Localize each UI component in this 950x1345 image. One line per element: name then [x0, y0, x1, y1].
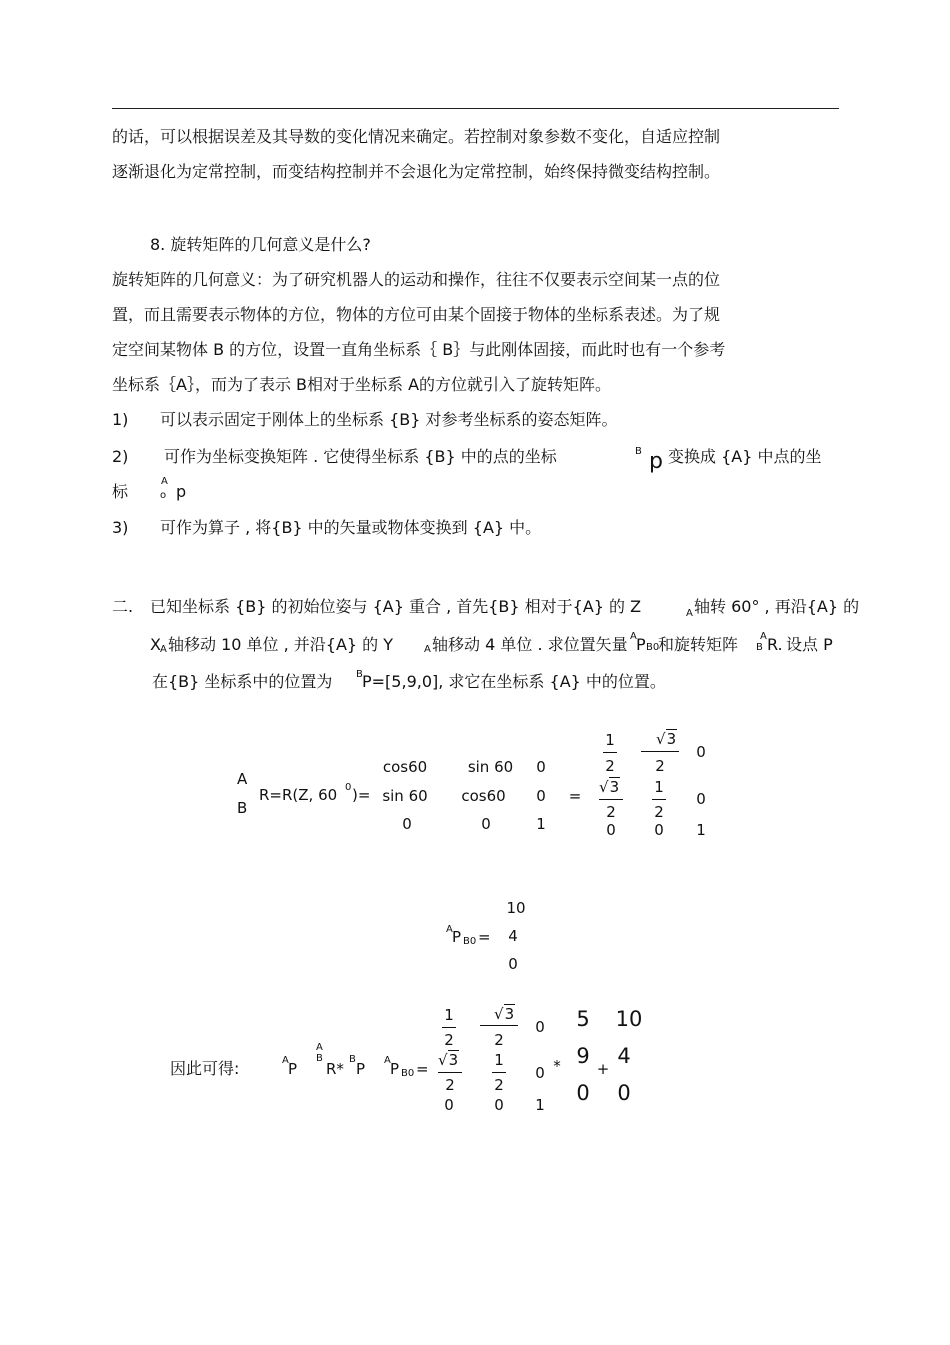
sqrt-three: √3	[599, 778, 620, 796]
matrix-cell: 1	[696, 821, 706, 839]
q8-paragraph-line-1: 旋转矩阵的几何意义：为了研究机器人的运动和操作，往往不仅要表示空间某一点的位	[112, 270, 721, 289]
eq3-plus: +	[596, 1060, 610, 1078]
eq3-label: 因此可得:	[170, 1059, 240, 1078]
fraction-bar	[599, 799, 623, 800]
eq3-p3: P	[390, 1060, 400, 1078]
eq3-sub-b0: B0	[401, 1068, 415, 1079]
matrix-cell: 0	[536, 758, 546, 776]
matrix-cell: 0	[536, 787, 546, 805]
problem-line-2-x: X	[150, 635, 161, 654]
eq3-sup-a3: A	[384, 1055, 391, 1066]
fraction-numerator: 1	[444, 1006, 454, 1024]
problem-line-2-sub-b0: B0	[646, 642, 660, 653]
problem-line-2-sup-a2: A	[760, 631, 767, 642]
eq3-p: P	[288, 1060, 298, 1078]
eq2-p: P	[452, 928, 462, 946]
fraction-numerator: 1	[654, 778, 664, 796]
vector-cell: 4	[617, 1044, 631, 1068]
eq1-equals: =	[568, 787, 582, 805]
minus-sign	[641, 751, 679, 752]
q8-paragraph-line-2: 置，而且需要表示物体的方位，物体的方位可由某个固接于物体的坐标系表述。为了规	[112, 305, 721, 324]
list-item-2-sup-b: B	[635, 446, 642, 457]
problem-line-2-r: R.	[767, 635, 783, 654]
eq3-sup-a2: A	[316, 1042, 323, 1053]
fraction-bar	[492, 1072, 506, 1073]
fraction-denominator: 2	[606, 803, 616, 821]
problem-line-3a: 在{B} 坐标系中的位置为	[152, 672, 333, 691]
problem-line-2b: 轴移动 4 单位 . 求位置矢量	[432, 635, 628, 654]
problem-number: 二.	[112, 597, 134, 616]
q8-paragraph-line-4: 坐标系｛A｝，而为了表示 B相对于坐标系 A的方位就引入了旋转矩阵。	[112, 375, 612, 394]
problem-line-2d: 设点 P	[786, 635, 833, 654]
problem-line-2-sub-a: A	[160, 644, 167, 655]
vector-cell: 10	[615, 1007, 643, 1031]
matrix-cell: 0	[481, 815, 491, 833]
problem-line-2-sub-b: B	[756, 642, 763, 653]
list-item-2-text-a: 可作为坐标变换矩阵 . 它使得坐标系 {B} 中的点的坐标	[164, 447, 557, 466]
matrix-cell: 0	[696, 743, 706, 761]
fraction-denominator: 2	[655, 757, 665, 775]
matrix-cell: 0	[606, 821, 616, 839]
list-item-3-text: 可作为算子 , 将{B} 中的矢量或物体变换到 {A} 中。	[160, 518, 542, 537]
problem-line-2-sub-a2: A	[424, 644, 431, 655]
fraction-numerator: 1	[605, 731, 615, 749]
sqrt-three: √3	[494, 1005, 515, 1023]
matrix-cell: 1	[536, 815, 546, 833]
header-rule	[112, 108, 839, 109]
eq3-equals: =	[416, 1060, 429, 1078]
list-item-2-continuation: 标	[112, 482, 129, 501]
eq1-lhs-expression: R=R(Z, 60	[259, 786, 338, 804]
fraction-numerator: 1	[494, 1051, 504, 1069]
list-item-2-text-b: 变换成 {A} 中点的坐	[668, 447, 822, 466]
problem-line-3b: P=[5,9,0], 求它在坐标系 {A} 中的位置。	[362, 672, 666, 691]
problem-line-1b: 轴转 60° , 再沿{A} 的	[694, 597, 860, 616]
problem-line-1-sub-a: A	[686, 608, 693, 619]
problem-line-2a: 轴移动 10 单位 , 并沿{A} 的 Y	[168, 635, 394, 654]
vector-cell: 9	[576, 1044, 590, 1068]
vector-cell: 10	[506, 899, 526, 917]
matrix-cell: 0	[654, 821, 664, 839]
matrix-cell: 0	[444, 1096, 454, 1114]
matrix-cell: sin 60	[467, 758, 514, 776]
vector-cell: 0	[617, 1081, 631, 1105]
matrix-cell: 0	[696, 790, 706, 808]
q8-paragraph-line-3: 定空间某物体 B 的方位，设置一直角坐标系｛ B｝与此刚体固接，而此时也有一个参考	[112, 340, 726, 359]
list-item-3-number: 3)	[112, 518, 129, 537]
matrix-cell: 1	[535, 1096, 545, 1114]
vector-cell: 4	[508, 927, 518, 945]
fraction-denominator: 2	[494, 1031, 504, 1049]
minus-sign	[480, 1025, 518, 1026]
problem-line-2-sup-a: A	[630, 631, 637, 642]
list-item-1-number: 1)	[112, 410, 129, 429]
fraction-denominator: 2	[654, 803, 664, 821]
vector-cell: 5	[576, 1007, 590, 1031]
list-item-2-sup-a: A	[161, 476, 168, 487]
fraction-bar	[438, 1072, 462, 1073]
eq2-sup-a: A	[446, 924, 453, 935]
eq2-equals: =	[478, 928, 491, 946]
list-item-2-sub-o: o	[160, 490, 167, 501]
question-8-title: 8. 旋转矩阵的几何意义是什么?	[150, 235, 371, 254]
eq3-sup-b2: B	[349, 1054, 356, 1065]
matrix-cell: cos60	[461, 787, 506, 805]
eq1-lhs-degree: 0	[345, 782, 352, 793]
matrix-cell: 0	[402, 815, 412, 833]
eq2-sub-b0: B0	[463, 936, 477, 947]
eq1-lhs-close: )=	[352, 786, 371, 804]
fraction-denominator: 2	[605, 757, 615, 775]
matrix-cell: cos60	[382, 758, 428, 776]
vector-cell: 0	[508, 955, 518, 973]
problem-line-2c: 和旋转矩阵	[658, 635, 739, 654]
eq3-p2: P	[356, 1060, 366, 1078]
eq1-lhs-sub-b: B	[237, 799, 248, 817]
problem-line-3-sup-b: B	[356, 669, 363, 680]
list-item-2-p: p	[649, 449, 663, 474]
list-item-2-p2: p	[176, 482, 187, 501]
fraction-bar	[652, 799, 666, 800]
list-item-1-text: 可以表示固定于刚体上的坐标系 {B} 对参考坐标系的姿态矩阵。	[160, 410, 618, 429]
fraction-denominator: 2	[494, 1076, 504, 1094]
problem-line-1a: 已知坐标系 {B} 的初始位姿与 {A} 重合 , 首先{B} 相对于{A} 的 Z	[150, 597, 642, 616]
vector-cell: 0	[576, 1081, 590, 1105]
eq3-r-star: R*	[326, 1060, 344, 1078]
list-item-2-number: 2)	[112, 447, 129, 466]
eq1-lhs-sup-a: A	[237, 770, 248, 788]
matrix-cell: 0	[535, 1064, 545, 1082]
fraction-bar	[603, 752, 617, 753]
matrix-cell: 0	[535, 1018, 545, 1036]
eq3-sup-a: A	[282, 1055, 289, 1066]
matrix-cell: sin 60	[382, 787, 428, 805]
eq3-star: *	[553, 1057, 561, 1075]
intro-line-2: 逐渐退化为定常控制，而变结构控制并不会退化为定常控制，始终保持微变结构控制。	[112, 162, 721, 181]
eq3-sup-b: B	[316, 1053, 323, 1064]
fraction-bar	[442, 1027, 456, 1028]
sqrt-three: √3	[438, 1051, 459, 1069]
problem-line-2-p: P	[636, 635, 646, 654]
fraction-denominator: 2	[444, 1031, 454, 1049]
fraction-denominator: 2	[445, 1076, 455, 1094]
matrix-cell: 0	[494, 1096, 504, 1114]
sqrt-three: √3	[656, 730, 677, 748]
intro-line-1: 的话，可以根据误差及其导数的变化情况来确定。若控制对象参数不变化，自适应控制	[112, 127, 721, 146]
